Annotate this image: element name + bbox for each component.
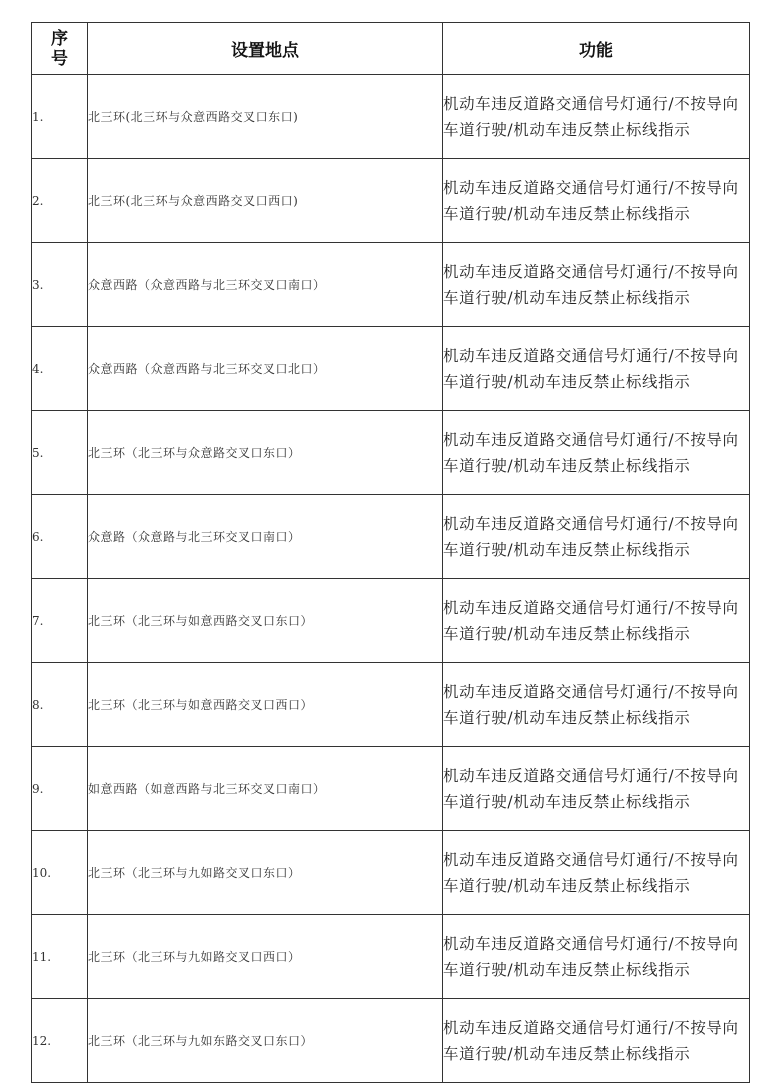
table-row [32,495,750,579]
table-row [32,327,750,411]
row-function: 机动车违反道路交通信号灯通行/不按导向车道行驶/机动车违反禁止标线指示 [443,747,750,831]
row-seq: 10. [32,831,88,915]
row-location: 北三环（北三环与九如路交叉口东口） [88,831,443,915]
row-function: 机动车违反道路交通信号灯通行/不按导向车道行驶/机动车违反禁止标线指示 [443,327,750,411]
row-location: 北三环（北三环与九如东路交叉口东口） [88,999,443,1083]
header-seq [32,23,88,75]
row-location: 北三环（北三环与九如路交叉口西口） [88,915,443,999]
row-location: 北三环(北三环与众意西路交叉口东口) [88,75,443,159]
table-row [32,579,750,663]
row-location: 众意路（众意路与北三环交叉口南口） [88,495,443,579]
row-location: 众意西路（众意西路与北三环交叉口北口） [88,327,443,411]
row-function: 机动车违反道路交通信号灯通行/不按导向车道行驶/机动车违反禁止标线指示 [443,831,750,915]
header-function: 功能 [443,23,750,75]
row-function: 机动车违反道路交通信号灯通行/不按导向车道行驶/机动车违反禁止标线指示 [443,411,750,495]
camera-location-table [31,22,750,1083]
header-seq-label: 序号 [51,28,68,69]
row-seq: 1. [32,75,88,159]
row-location: 北三环（北三环与如意西路交叉口东口） [88,579,443,663]
row-location: 众意西路（众意西路与北三环交叉口南口） [88,243,443,327]
row-function: 机动车违反道路交通信号灯通行/不按导向车道行驶/机动车违反禁止标线指示 [443,75,750,159]
row-seq: 3. [32,243,88,327]
row-seq: 7. [32,579,88,663]
header-location: 设置地点 [88,23,443,75]
row-location: 北三环（北三环与众意路交叉口东口） [88,411,443,495]
table-row [32,831,750,915]
row-function: 机动车违反道路交通信号灯通行/不按导向车道行驶/机动车违反禁止标线指示 [443,495,750,579]
table-row [32,411,750,495]
row-seq: 9. [32,747,88,831]
table-row [32,75,750,159]
row-seq: 4. [32,327,88,411]
table-row [32,243,750,327]
table-row [32,999,750,1083]
row-seq: 2. [32,159,88,243]
row-function: 机动车违反道路交通信号灯通行/不按导向车道行驶/机动车违反禁止标线指示 [443,159,750,243]
row-function: 机动车违反道路交通信号灯通行/不按导向车道行驶/机动车违反禁止标线指示 [443,663,750,747]
row-location: 北三环（北三环与如意西路交叉口西口） [88,663,443,747]
row-function: 机动车违反道路交通信号灯通行/不按导向车道行驶/机动车违反禁止标线指示 [443,243,750,327]
table-row [32,663,750,747]
row-location: 如意西路（如意西路与北三环交叉口南口） [88,747,443,831]
row-seq: 5. [32,411,88,495]
row-location: 北三环(北三环与众意西路交叉口西口) [88,159,443,243]
table-header-row [32,23,750,75]
row-function: 机动车违反道路交通信号灯通行/不按导向车道行驶/机动车违反禁止标线指示 [443,999,750,1083]
table-row [32,915,750,999]
row-seq: 6. [32,495,88,579]
row-seq: 12. [32,999,88,1083]
row-seq: 11. [32,915,88,999]
table-row [32,747,750,831]
row-function: 机动车违反道路交通信号灯通行/不按导向车道行驶/机动车违反禁止标线指示 [443,915,750,999]
table-row [32,159,750,243]
table-body [32,75,750,1083]
row-function: 机动车违反道路交通信号灯通行/不按导向车道行驶/机动车违反禁止标线指示 [443,579,750,663]
row-seq: 8. [32,663,88,747]
